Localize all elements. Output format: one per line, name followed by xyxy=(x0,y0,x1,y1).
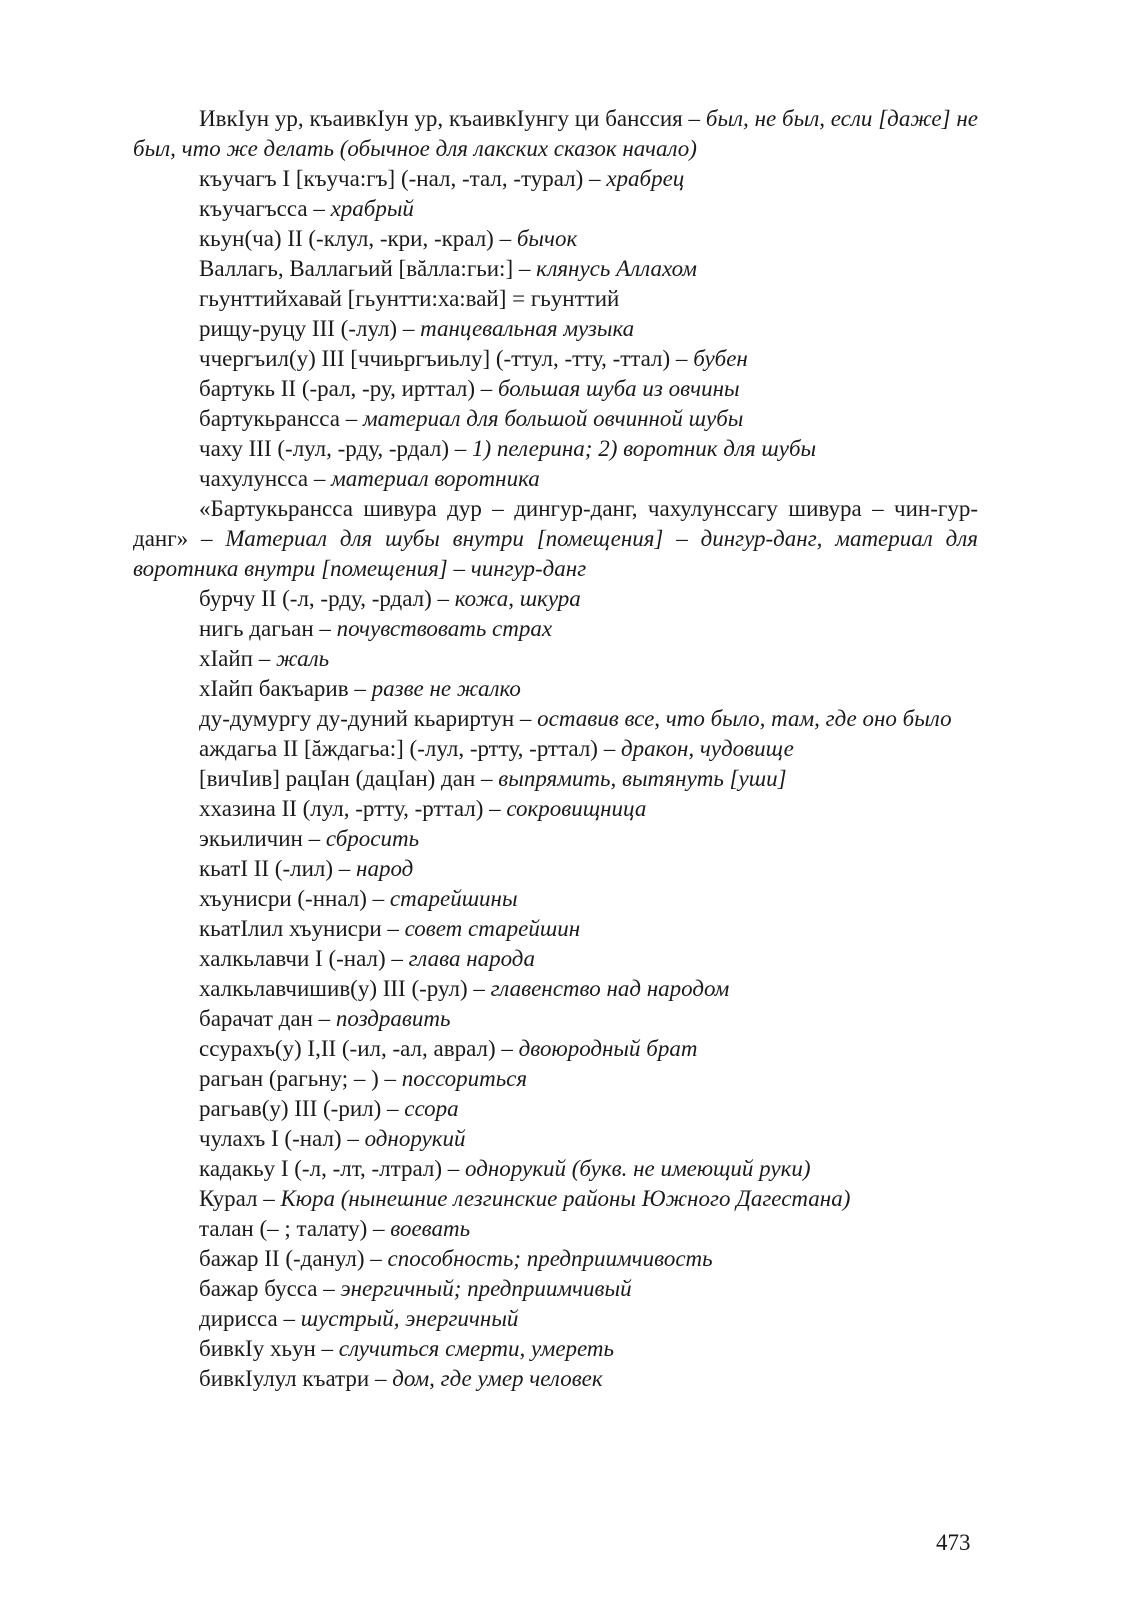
glossary-entry xyxy=(133,644,978,674)
entry-definition: поздравить xyxy=(335,1006,451,1031)
entry-definition: почувствовать страх xyxy=(336,616,553,641)
entry-term: Курал – xyxy=(199,1186,281,1211)
entry-definition: ссора xyxy=(404,1096,459,1121)
entry-term: хъунисри (-ннал) – xyxy=(199,886,390,911)
entry-definition: храбрец xyxy=(606,166,685,191)
glossary-entry xyxy=(133,1214,978,1244)
glossary-entry xyxy=(133,1184,978,1214)
entry-definition: бубен xyxy=(693,346,748,371)
entry-definition: случиться смерти, умереть xyxy=(338,1336,615,1361)
glossary-entry xyxy=(133,314,978,344)
glossary-entry xyxy=(133,494,978,584)
glossary-entry xyxy=(133,854,978,884)
glossary-entry xyxy=(133,1124,978,1154)
entry-definition: 1) пелерина; 2) воротник для шубы xyxy=(472,436,817,461)
entry-definition: Кюра (нынешние лезгинские районы Южного Дагестана) xyxy=(280,1186,851,1211)
glossary-entry xyxy=(133,884,978,914)
glossary-entry xyxy=(133,1064,978,1094)
entry-term: барачат дан – xyxy=(199,1006,336,1031)
glossary-entry xyxy=(133,1304,978,1334)
entry-term: чаху III (-лул, -рду, -рдал) – xyxy=(199,436,473,461)
entry-term: рагьан (рагьну; – ) – xyxy=(199,1066,402,1091)
glossary-entry xyxy=(133,704,978,734)
glossary-entry xyxy=(133,974,978,1004)
entry-definition: дом, где умер человек xyxy=(392,1366,603,1391)
glossary-entry xyxy=(133,764,978,794)
entry-term: кьун(ча) II (-клул, -кри, -крал) – xyxy=(199,226,517,251)
entry-term: бивкIу хьун – xyxy=(199,1336,339,1361)
glossary-entry xyxy=(133,1034,978,1064)
entry-definition: клянусь Аллахом xyxy=(536,256,697,281)
entry-definition: шустрый, энергичный xyxy=(300,1306,519,1331)
entry-definition: народ xyxy=(356,856,414,881)
glossary-entry xyxy=(133,914,978,944)
entry-definition: выпрямить, вытянуть [уши] xyxy=(498,766,787,791)
entry-definition: поссориться xyxy=(401,1066,528,1091)
entry-term: [вичIив] рацIан (дацIан) дан – xyxy=(199,766,499,791)
entry-definition: однорукий (букв. не имеющий руки) xyxy=(465,1156,811,1181)
entry-term: кьатI II (-лил) – xyxy=(199,856,357,881)
glossary-entry xyxy=(133,824,978,854)
entry-term: халкьлавчи I (-нал) – xyxy=(199,946,409,971)
glossary-entry xyxy=(133,194,978,224)
entry-term: «Бартукьрансса шивура дур – дингур-данг, чахулунссагу шивура – чин-гур-данг» – xyxy=(133,496,978,551)
glossary-entry xyxy=(133,404,978,434)
entry-term: ИвкIун ур, къаивкIун ур, къаивкIунгу ци банссия – xyxy=(199,106,706,131)
entry-term: бажар бусса – xyxy=(199,1276,341,1301)
entry-definition: разве не жалко xyxy=(371,676,521,701)
entry-term: нигь дагьан – xyxy=(199,616,337,641)
glossary-entry xyxy=(133,1094,978,1124)
entry-definition: способность; предприимчивость xyxy=(387,1246,713,1271)
entry-term: бартукь II (-рал, -ру, ирттал) – xyxy=(199,376,499,401)
glossary-entry xyxy=(133,464,978,494)
entry-definition: оставив все, что было, там, где оно было xyxy=(537,706,952,731)
glossary-entry xyxy=(133,164,978,194)
entry-term: хIайп – xyxy=(199,646,276,671)
entry-definition: танцевальная музыка xyxy=(420,316,635,341)
entry-definition: бычок xyxy=(516,226,578,251)
entry-definition: сокровищница xyxy=(506,796,647,821)
glossary-entry xyxy=(133,674,978,704)
entry-term: чулахъ I (-нал) – xyxy=(199,1126,365,1151)
entry-definition: старейшины xyxy=(389,886,518,911)
glossary-list xyxy=(133,104,978,1394)
entry-definition: дракон, чудовище xyxy=(620,736,794,761)
entry-definition: энергичный; предприимчивый xyxy=(340,1276,632,1301)
entry-definition: сбросить xyxy=(325,826,420,851)
entry-term: хIайп бакъарив – xyxy=(199,676,372,701)
entry-definition: кожа, шкура xyxy=(454,586,581,611)
entry-term: бурчу II (-л, -рду, -рдал) – xyxy=(199,586,455,611)
entry-term: рагьав(у) III (-рил) – xyxy=(199,1096,405,1121)
entry-definition: жаль xyxy=(276,646,330,671)
glossary-entry xyxy=(133,614,978,644)
glossary-entry xyxy=(133,374,978,404)
entry-term: къучагъ I [къуча:гъ] (-нал, -тал, -турал) – xyxy=(199,166,607,191)
glossary-entry xyxy=(133,1244,978,1274)
entry-term: кадакьу I (-л, -лт, -лтрал) – xyxy=(199,1156,466,1181)
glossary-entry xyxy=(133,344,978,374)
entry-term: гьунттийхавай [гьунтти:ха:вай] = гьунттий xyxy=(199,286,620,311)
entry-term: ччергъил(у) III [ччиьргъиьлу] (-ттул, -тту, -ттал) – xyxy=(199,346,694,371)
entry-term: бивкIулул къатри – xyxy=(199,1366,393,1391)
glossary-entry xyxy=(133,944,978,974)
entry-definition: Материал для шубы внутри [помещения] – дингур-данг, материал для воротника внутри [помещения] – чингур-данг xyxy=(133,526,978,581)
entry-term: ду-думургу ду-дуний кьариртун – xyxy=(199,706,538,731)
entry-term: экьиличин – xyxy=(199,826,326,851)
entry-term: аждагьа II [ăждагьа:] (-лул, -ртту, -рттал) – xyxy=(199,736,621,761)
entry-definition: совет старейшин xyxy=(404,916,581,941)
glossary-entry xyxy=(133,1334,978,1364)
glossary-entry xyxy=(133,104,978,164)
entry-term: ссурахъ(у) I,II (-ил, -ал, аврал) – xyxy=(199,1036,519,1061)
page-number: 473 xyxy=(936,1530,971,1555)
entry-definition: главенство над народом xyxy=(490,976,730,1001)
entry-definition: глава народа xyxy=(408,946,535,971)
entry-term: талан (– ; талату) – xyxy=(199,1216,391,1241)
entry-term: бажар II (-данул) – xyxy=(199,1246,388,1271)
entry-term: чахулунсса – xyxy=(199,466,332,491)
entry-definition: двоюродный брат xyxy=(518,1036,698,1061)
glossary-entry xyxy=(133,284,978,314)
entry-definition: материал воротника xyxy=(331,466,540,491)
entry-definition: большая шуба из овчины xyxy=(498,376,740,401)
entry-term: Валлагь, Валлагьий [вăлла:гьи:] – xyxy=(199,256,537,281)
glossary-entry xyxy=(133,1004,978,1034)
entry-term: бартукьрансса – xyxy=(199,406,363,431)
glossary-entry xyxy=(133,584,978,614)
entry-term: рищу-руцу III (-лул) – xyxy=(199,316,421,341)
entry-definition: однорукий xyxy=(364,1126,466,1151)
entry-term: ххазина II (лул, -ртту, -рттал) – xyxy=(199,796,507,821)
entry-term: халкьлавчишив(у) III (-рул) – xyxy=(199,976,491,1001)
entry-term: дирисса – xyxy=(199,1306,301,1331)
entry-term: къучагъсса – xyxy=(199,196,331,221)
glossary-entry xyxy=(133,254,978,284)
glossary-entry xyxy=(133,1274,978,1304)
entry-definition: воевать xyxy=(390,1216,471,1241)
entry-term: кьатIлил хъунисри – xyxy=(199,916,405,941)
entry-definition: материал для большой овчинной шубы xyxy=(362,406,744,431)
glossary-entry xyxy=(133,434,978,464)
glossary-entry xyxy=(133,1154,978,1184)
glossary-entry xyxy=(133,794,978,824)
glossary-entry xyxy=(133,734,978,764)
entry-definition: храбрый xyxy=(330,196,414,221)
glossary-entry xyxy=(133,224,978,254)
entry-definition: был, не был, если [даже] не был, что же делать (обычное для лакских сказок начало) xyxy=(133,106,979,161)
glossary-entry xyxy=(133,1364,978,1394)
